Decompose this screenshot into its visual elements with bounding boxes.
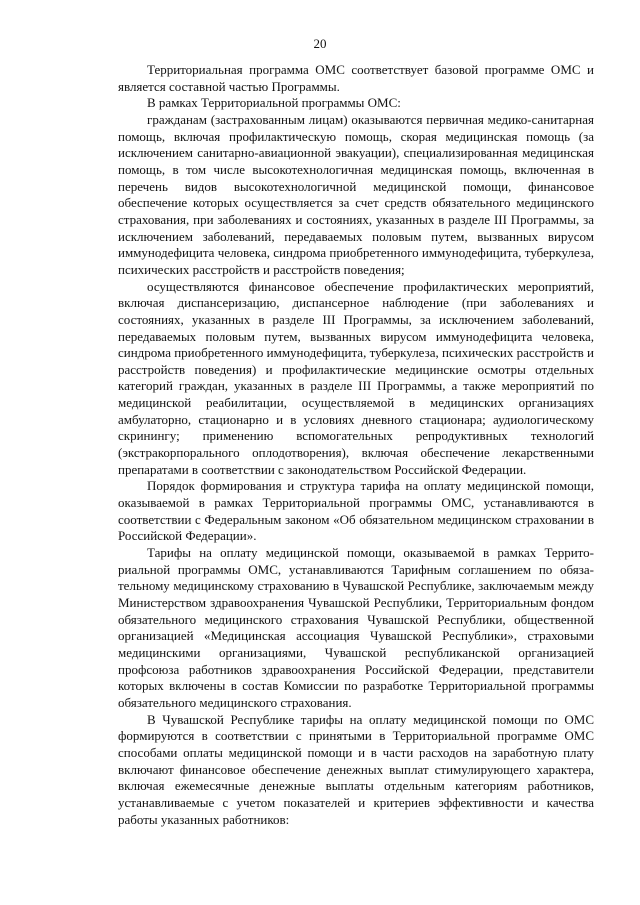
paragraph-chuvash-tariffs: В Чувашской Республике тарифы на оплату медицинской помощи по ОМС формируются в соответствии с принятыми в Территориальной программе ОМС способами оплаты медицинской помощи и в части расходов на заработную плату включают финансовое обеспечение денежных выплат стимулирующего характера, включая ежемесячные денежные выплаты отдельным категориям работников, устанавливаемые с учетом показателей и критериев эффективности и качества работы указанных работников: <box>118 711 594 827</box>
paragraph-program-compliance: Территориальная программа ОМС соответствует базовой программе ОМС и является составной частью Программы. <box>118 62 594 94</box>
paragraph-tariff-procedure: Порядок формирования и структура тарифа на оплату медицинской помощи, оказываемой в рамках Территориальной программы ОМС, устанавливаются в соответствии с Федеральным законом «Об обязательном медицинском страховании в Российской Федерации». <box>118 478 594 544</box>
document-body <box>118 62 594 828</box>
paragraph-financing-prevention: осуществляются финансовое обеспечение профилактических мероприятий, включая диспансеризацию, диспансерное наблюдение (при заболеваниях и состояниях, указанных в разделе III Программы, за исключением заболеваний, передаваемых половым путем, вызванных вирусом иммунодефицита человека, синдрома приобретенного иммунодефицита, туберкулеза, психических расстройств и расстройств поведения) и профилактические медицинские осмотры отдельных категорий граждан, указанных в разделе III Программы, а также мероприятий по медицинской реабилитации, осуществляемой в медицинских организациях амбулаторно, стационарно и в условиях дневного стационара; аудиологическому скринингу; применению вспомогательных репродуктивных технологий (экстракорпорального оплодотворения), включая обеспечение лекарственными препаратами в соответствии с законодательством Российской Федерации. <box>118 278 594 477</box>
paragraph-tariff-agreement: Тарифы на оплату медицинской помощи, оказываемой в рамках Территориальной программы ОМС, устанавливаются Тарифным соглашением по обязательному медицинскому страхованию в Чувашской Республике, заключаемым между Министерством здравоохранения Чувашской Республики, Территориальным фондом обязательного медицинского страхования Чувашской Республики, общественной организацией «Медицинская ассоциация Чувашской Республики», страховыми медицинскими организациями, Чувашской республиканской организацией профсоюза работников здравоохранения Российской Федерации, представители которых включены в состав Комиссии по разработке Территориальной программы обязательного медицинского страхования. <box>118 545 594 710</box>
page-number: 20 <box>313 36 327 51</box>
paragraph-within-program: В рамках Территориальной программы ОМС: <box>147 95 401 111</box>
paragraph-citizens-care: гражданам (застрахованным лицам) оказываются первичная медико-санитарная помощь, включая профилактическую помощь, скорая медицинская помощь (за исключением санитарно-авиационной эвакуации), специализированная медицинская помощь, в том числе высокотехнологичная медицинская помощь, включенная в перечень видов высокотехнологичной медицинской помощи, финансовое обеспечение которых осуществляется за счет средств обязательного медицинского страхования, при заболеваниях и состояниях, указанных в разделе III Программы, за исключением заболеваний, передаваемых половым путем, вызванных вирусом иммунодефицита человека, синдрома приобретенного иммунодефицита, туберкулеза, психических расстройств и расстройств поведения; <box>118 111 594 277</box>
